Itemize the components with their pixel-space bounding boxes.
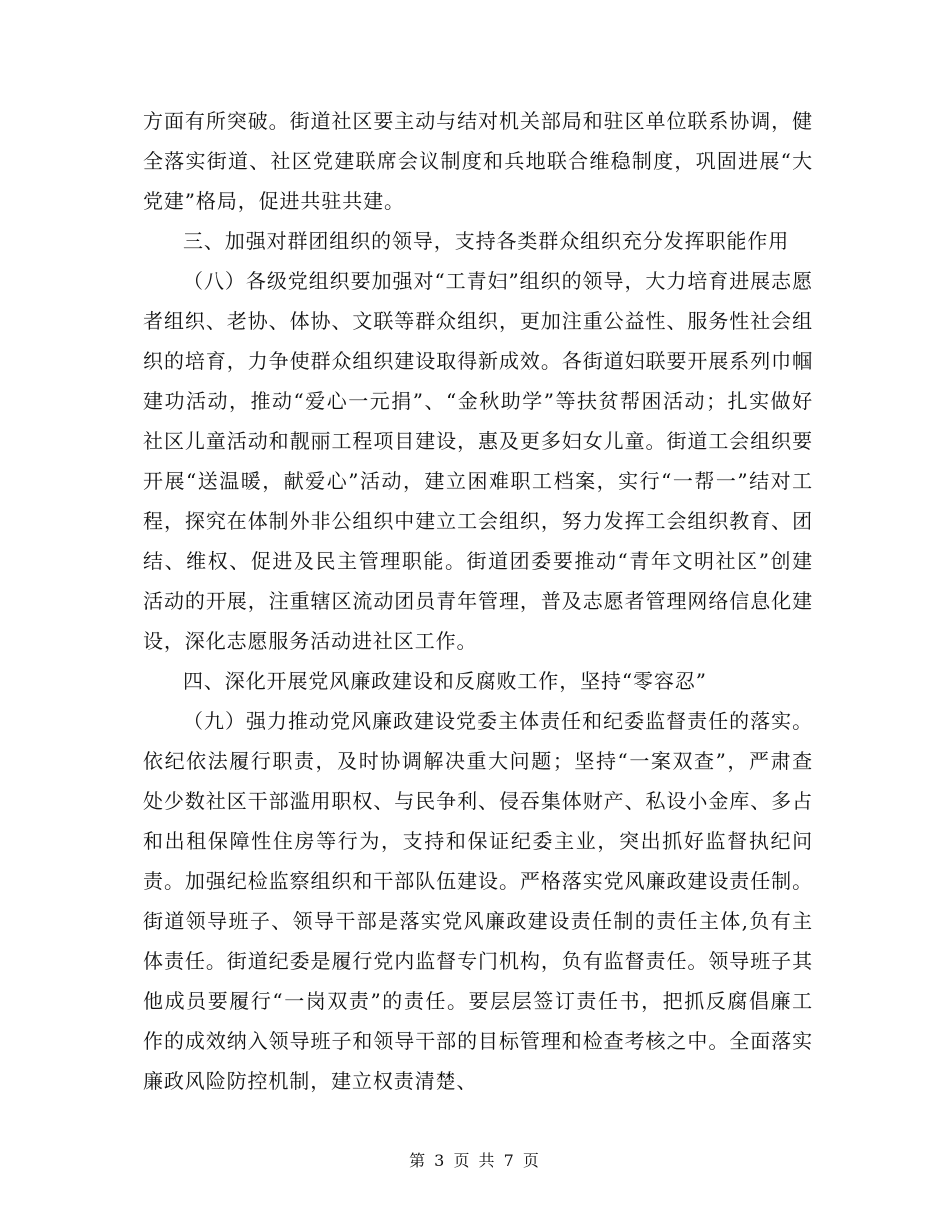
section-heading-4: 四、深化开展党风廉政建设和反腐败工作，坚持“零容忍”: [183, 669, 707, 693]
paragraph-item-9: （九）强力推动党风廉政建设党委主体责任和纪委监督责任的落实。依纪依法履行职责，及时协调解决重大问题；坚持“一案双查”，严肃查处少数社区干部滥用职权、与民争利、侵吞集体财产、私设小金库、多占和出租保障性住房等行为，支持和保证纪委主业，突出抓好监督执纪问责。加强纪检监察组织和干部队伍建设。严格落实党风廉政建设责任制。街道领导班子、领导干部是落实党风廉政建设责任制的责任主体,负有主体责任。街道纪委是履行党内监督专门机构，负有监督责任。领导班子其他成员要履行“一岗双责”的责任。要层层签订责任书，把抓反腐倡廉工作的成效纳入领导班子和领导干部的目标管理和检查考核之中。全面落实廉政风险防控机制，建立权责清楚、: [143, 709, 813, 1093]
document-body: [143, 101, 813, 1101]
section-heading-3: 三、加强对群团组织的领导，支持各类群众组织充分发挥职能作用: [183, 229, 790, 253]
paragraph-continuation: 方面有所突破。街道社区要主动与结对机关部局和驻区单位联系协调，健全落实街道、社区党建联席会议制度和兵地联合维稳制度，巩固进展“大党建”格局，促进共驻共建。: [143, 109, 813, 213]
page-number-footer: 第 3 页 共 7 页: [409, 1151, 541, 1170]
paragraph-item-8: （八）各级党组织要加强对“工青妇”组织的领导，大力培育进展志愿者组织、老协、体协、文联等群众组织，更加注重公益性、服务性社会组织的培育，力争使群众组织建设取得新成效。各街道妇联要开展系列巾帼建功活动，推动“爱心一元捐”、“金秋助学”等扶贫帮困活动；扎实做好社区儿童活动和靓丽工程项目建设，惠及更多妇女儿童。街道工会组织要开展“送温暖，献爱心”活动，建立困难职工档案，实行“一帮一”结对工程，探究在体制外非公组织中建立工会组织，努力发挥工会组织教育、团结、维权、促进及民主管理职能。街道团委要推动“青年文明社区”创建活动的开展，注重辖区流动团员青年管理，普及志愿者管理网络信息化建设，深化志愿服务活动进社区工作。: [143, 269, 813, 653]
